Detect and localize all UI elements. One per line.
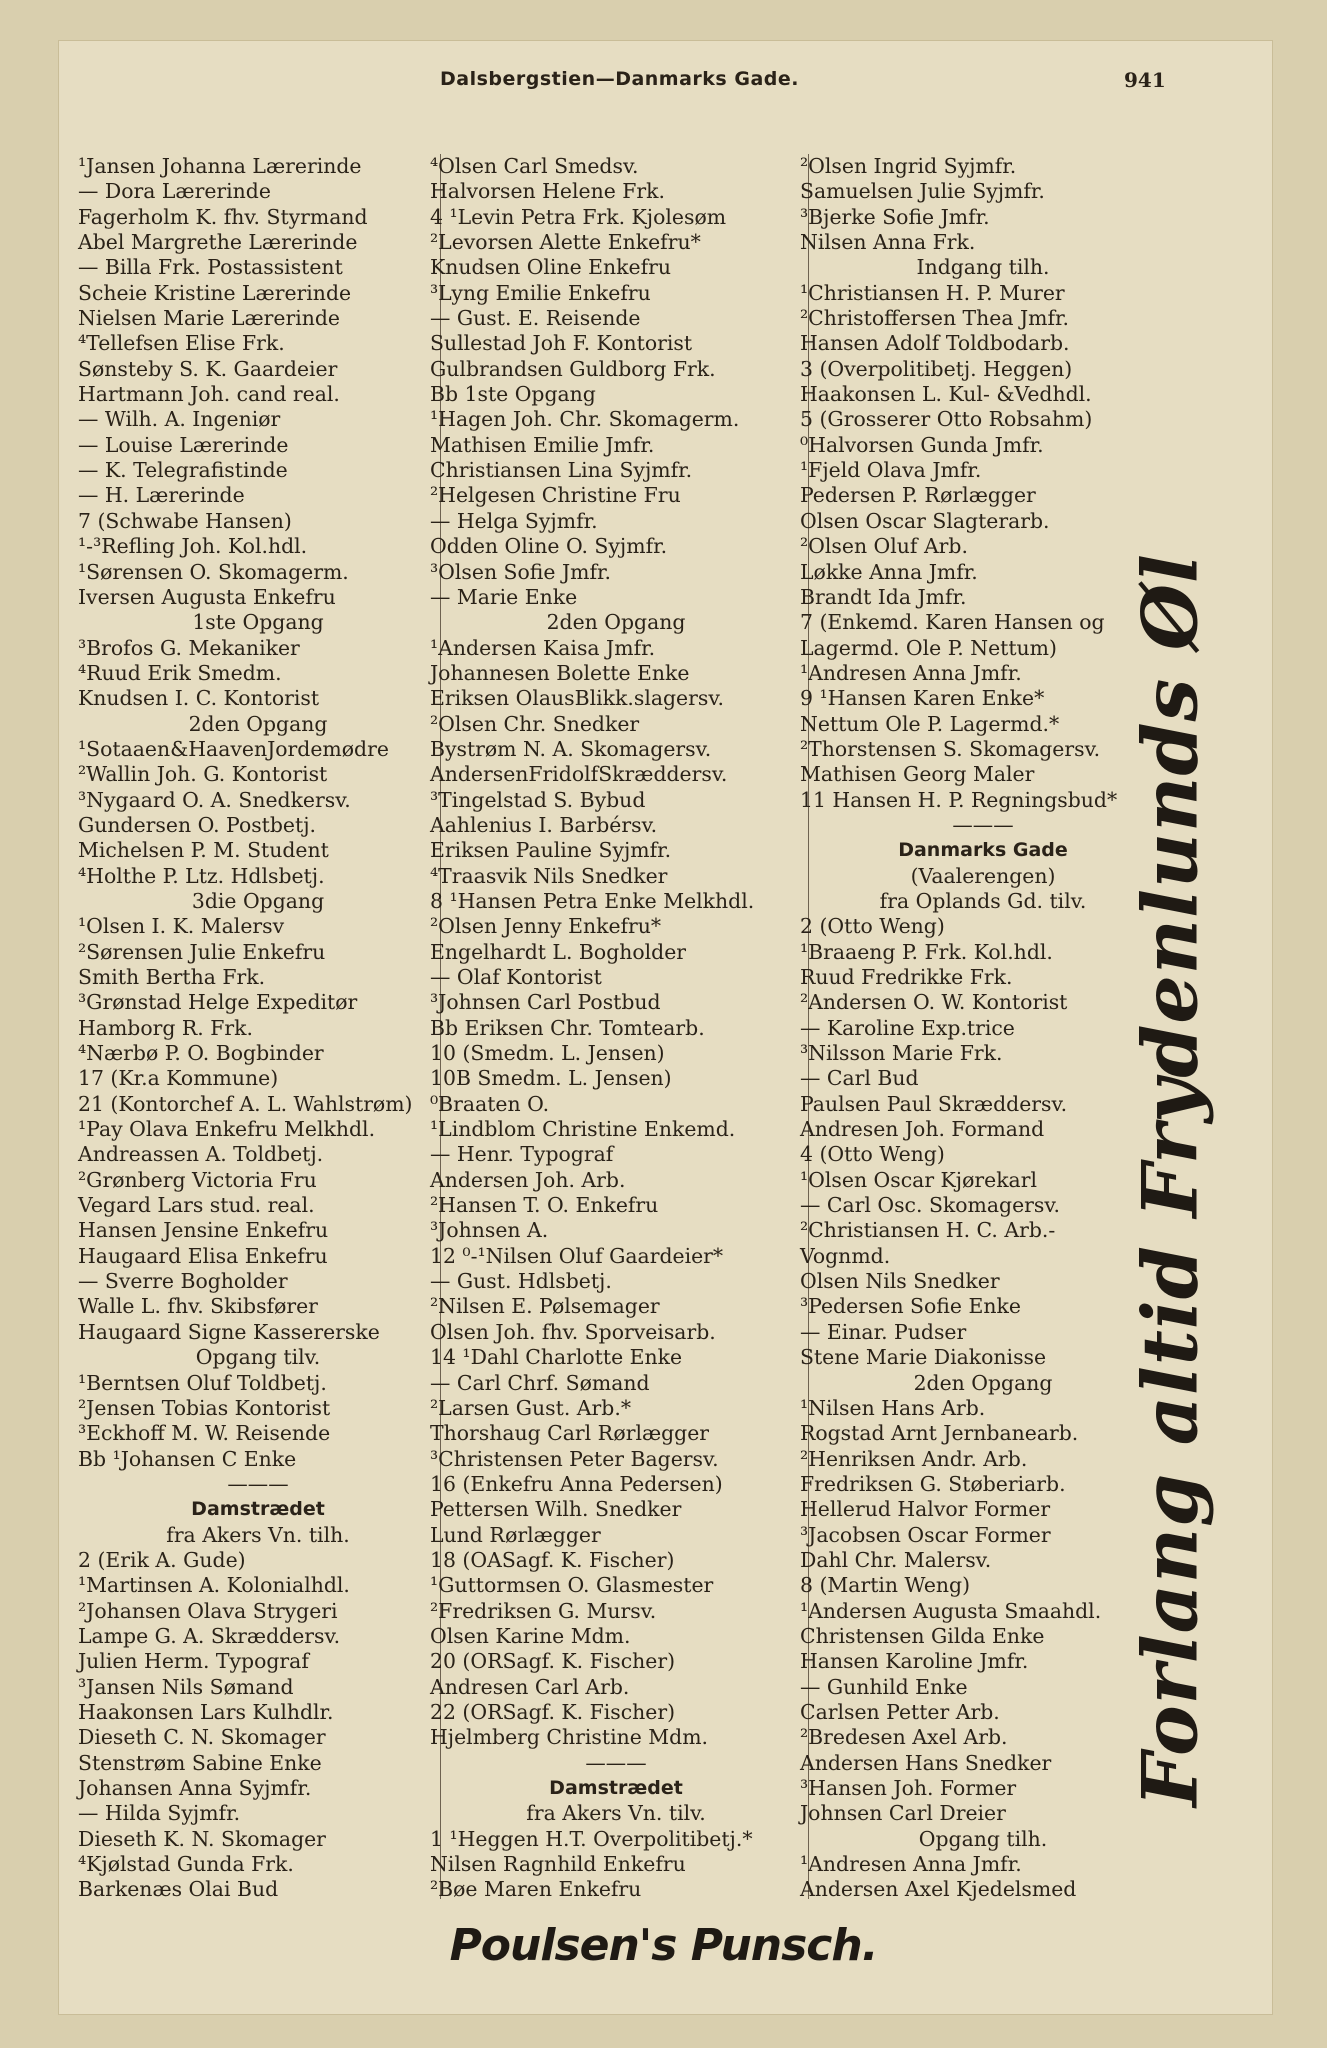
directory-entry: Opgang tilv. (195, 1345, 321, 1370)
directory-entry: Haugaard Signe Kassererske (78, 1319, 380, 1344)
directory-entry: Bb Eriksen Chr. Tomtearb. (430, 1015, 705, 1040)
directory-entry: — Gust. Hdlsbetj. (430, 1269, 612, 1294)
directory-entry: fra Oplands Gd. tilv. (879, 888, 1087, 913)
directory-entry: ²Larsen Gust. Arb.* (430, 1395, 632, 1420)
directory-entry: ²Wallin Joh. G. Kontorist (78, 762, 328, 787)
directory-entry: Eriksen OlausBlikk.slagersv. (430, 686, 724, 711)
street-heading: Damstrædet (191, 1498, 325, 1521)
directory-entry: 5 (Grosserer Otto Robsahm) (800, 407, 1093, 432)
directory-entry: — Carl Chrf. Sømand (430, 1370, 650, 1395)
directory-entry: Olsen Oscar Slagterarb. (800, 508, 1050, 533)
directory-entry: 2 (Erik A. Gude) (78, 1547, 246, 1572)
directory-entry: — Olaf Kontorist (430, 965, 602, 989)
directory-column-2 (430, 154, 802, 1903)
directory-entry: Lampe G. A. Skræddersv. (78, 1623, 341, 1648)
street-heading: Danmarks Gade (898, 839, 1068, 862)
directory-entry: Løkke Anna Jmfr. (800, 559, 978, 584)
directory-column-1 (78, 154, 438, 1903)
directory-entry: Sullestad Joh F. Kontorist (430, 331, 693, 356)
directory-entry: ²Olsen Jenny Enkefru* (430, 914, 662, 939)
directory-entry: ²Hansen T. O. Enkefru (430, 1193, 659, 1218)
directory-entry: Johansen Anna Syjmfr. (78, 1776, 312, 1800)
directory-entry: 8 ¹Hansen Petra Enke Melkhdl. (430, 888, 755, 913)
directory-entry: 14 ¹Dahl Charlotte Enke (430, 1345, 683, 1370)
directory-entry: Stene Marie Diakonisse (800, 1345, 1047, 1370)
directory-entry: Lund Rørlægger (430, 1522, 601, 1547)
directory-entry: 10B Smedm. L. Jensen) (430, 1066, 672, 1091)
directory-entry: — H. Lærerinde (78, 483, 245, 508)
directory-entry: ——— (952, 812, 1014, 837)
directory-entry: ²Sørensen Julie Enkefru (78, 939, 326, 964)
directory-entry: 8 (Martin Weng) (800, 1573, 971, 1598)
directory-entry: Olsen Joh. fhv. Sporveisarb. (430, 1319, 716, 1344)
directory-entry: ¹Fjeld Olava Jmfr. (800, 458, 982, 483)
directory-entry: ¹Braaeng P. Frk. Kol.hdl. (800, 939, 1053, 964)
directory-entry: Smith Bertha Frk. (78, 965, 266, 989)
directory-entry: Hansen Adolf Toldbodarb. (800, 331, 1070, 356)
directory-entry: 10 (Smedm. L. Jensen) (430, 1041, 665, 1066)
directory-entry: Walle L. fhv. Skibsfører (78, 1294, 318, 1319)
directory-entry: ³Eckhoff M. W. Reisende (78, 1421, 331, 1446)
directory-entry: Sønsteby S. K. Gaardeier (78, 356, 338, 381)
directory-entry: Thorshaug Carl Rørlægger (430, 1421, 710, 1446)
directory-entry: Dieseth K. N. Skomager (78, 1826, 326, 1851)
directory-entry: — Henr. Typograf (430, 1142, 614, 1167)
directory-entry: — Carl Osc. Skomagersv. (800, 1193, 1060, 1218)
directory-entry: Pettersen Wilh. Snedker (430, 1497, 682, 1522)
running-title: Dalsbergstien—Danmarks Gade. (440, 68, 799, 90)
directory-entry: ²Grønberg Victoria Fru (78, 1167, 317, 1192)
directory-entry: 22 (ORSagf. K. Fischer) (430, 1699, 676, 1724)
directory-entry: 7 (Schwabe Hansen) (78, 508, 292, 533)
directory-entry: Bb ¹Johansen C Enke (78, 1446, 297, 1471)
directory-entry: Gulbrandsen Guldborg Frk. (430, 356, 716, 381)
directory-entry: Olsen Karine Mdm. (430, 1623, 631, 1648)
directory-entry: 4 ¹Levin Petra Frk. Kjolesøm (430, 204, 727, 229)
directory-entry: Haakonsen Lars Kulhdlr. (78, 1699, 334, 1724)
directory-entry: 4 (Otto Weng) (800, 1142, 945, 1167)
directory-entry: ²Christoffersen Thea Jmfr. (800, 306, 1070, 331)
directory-entry: ²Olsen Oluf Arb. (800, 534, 968, 559)
directory-entry: Andreassen A. Toldbetj. (78, 1142, 324, 1167)
directory-entry: — Karoline Exp.trice (800, 1015, 1015, 1040)
directory-entry: Vognmd. (800, 1243, 891, 1268)
directory-entry: ⁴Kjølstad Gunda Frk. (78, 1852, 294, 1877)
directory-entry: Paulsen Paul Skræddersv. (800, 1091, 1068, 1116)
directory-entry: ¹Jansen Johanna Lærerinde (78, 154, 362, 178)
directory-entry: ¹Olsen Oscar Kjørekarl (800, 1167, 1037, 1192)
directory-entry: ⁰Halvorsen Gunda Jmfr. (800, 432, 1044, 457)
directory-entry: ³Johnsen Carl Postbud (430, 990, 661, 1015)
directory-entry: ³Grønstad Helge Expeditør (78, 990, 358, 1015)
directory-entry: Odden Oline O. Syjmfr. (430, 534, 668, 559)
directory-entry: — Louise Lærerinde (78, 432, 289, 457)
advert-vertical (1090, 553, 1250, 1807)
directory-entry: — Marie Enke (430, 584, 578, 609)
directory-entry: Mathisen Emilie Jmfr. (430, 432, 655, 457)
directory-entry: Hamborg R. Frk. (78, 1015, 253, 1040)
directory-entry: Andresen Joh. Formand (800, 1117, 1045, 1142)
directory-entry: Nielsen Marie Lærerinde (78, 306, 340, 331)
directory-entry: Mathisen Georg Maler (800, 762, 1035, 787)
directory-entry: Opgang tilh. (918, 1826, 1048, 1851)
directory-entry: Aahlenius I. Barbérsv. (430, 812, 658, 837)
page-number: 941 (1124, 68, 1166, 92)
directory-entry: Dieseth C. N. Skomager (78, 1725, 326, 1750)
directory-entry: Andresen Carl Arb. (430, 1674, 630, 1699)
directory-entry: ¹Christiansen H. P. Murer (800, 280, 1065, 305)
directory-entry: 2den Opgang (188, 711, 328, 736)
directory-entry: ¹-³Refling Joh. Kol.hdl. (78, 534, 308, 559)
directory-entry: ¹Nilsen Hans Arb. (800, 1395, 986, 1420)
directory-entry: Scheie Kristine Lærerinde (78, 280, 352, 305)
directory-entry: — Sverre Bogholder (78, 1269, 288, 1294)
directory-entry: Hansen Jensine Enkefru (78, 1218, 329, 1243)
directory-entry: ²Bøe Maren Enkefru (430, 1877, 642, 1902)
directory-entry: ²Olsen Chr. Snedker (430, 711, 640, 736)
directory-entry: Stenstrøm Sabine Enke (78, 1750, 322, 1775)
directory-entry: ³Christensen Peter Bagersv. (430, 1446, 719, 1471)
directory-entry: ¹Pay Olava Enkefru Melkhdl. (78, 1117, 376, 1142)
directory-entry: ³Hansen Joh. Former (800, 1776, 1017, 1800)
directory-entry: Michelsen P. M. Student (78, 838, 329, 863)
directory-entry: ¹Andresen Anna Jmfr. (800, 660, 1022, 685)
directory-entry: 2den Opgang (546, 610, 686, 635)
directory-entry: ³Bjerke Sofie Jmfr. (800, 204, 990, 229)
directory-entry: Abel Margrethe Lærerinde (78, 230, 358, 255)
directory-entry: 7 (Enkemd. Karen Hansen og (800, 610, 1105, 635)
directory-entry: Haugaard Elisa Enkefru (78, 1243, 328, 1268)
directory-entry: ⁴Traasvik Nils Snedker (430, 863, 668, 888)
directory-entry: ²Jensen Tobias Kontorist (78, 1395, 331, 1420)
directory-entry: 18 (OASagf. K. Fischer) (430, 1547, 675, 1572)
directory-entry: ¹Sotaaen&HaavenJordemødre (78, 736, 389, 761)
directory-entry: — Dora Lærerinde (78, 179, 271, 204)
directory-entry: 3die Opgang (191, 888, 325, 913)
directory-entry: ²Henriksen Andr. Arb. (800, 1446, 1028, 1471)
directory-entry: Julien Herm. Typograf (78, 1649, 309, 1674)
directory-entry: ⁰Braaten O. (430, 1091, 550, 1116)
directory-entry: ——— (585, 1750, 647, 1775)
directory-entry: ¹Andresen Anna Jmfr. (800, 1852, 1022, 1877)
directory-entry: ²Nilsen E. Pølsemager (430, 1294, 660, 1319)
directory-entry: ²Johansen Olava Strygeri (78, 1598, 338, 1623)
directory-entry: Nettum Ole P. Lagermd.* (800, 711, 1060, 736)
directory-entry: 20 (ORSagf. K. Fischer) (430, 1649, 676, 1674)
directory-entry: fra Akers Vn. tilh. (166, 1522, 350, 1547)
directory-entry: 2den Opgang (913, 1370, 1053, 1395)
directory-entry: ⁴Tellefsen Elise Frk. (78, 331, 285, 356)
directory-entry: Pedersen P. Rørlægger (800, 483, 1036, 508)
directory-entry: Christiansen Lina Syjmfr. (430, 458, 693, 483)
directory-entry: ³Jacobsen Oscar Former (800, 1522, 1051, 1547)
directory-entry: ²Levorsen Alette Enkefru* (430, 230, 701, 255)
directory-entry: Johannesen Bolette Enke (430, 660, 690, 685)
directory-entry: Barkenæs Olai Bud (78, 1877, 279, 1902)
directory-entry: ²Christiansen H. C. Arb.- (800, 1218, 1056, 1243)
directory-entry: ²Olsen Ingrid Syjmfr. (800, 154, 1017, 178)
directory-entry: ⁴Olsen Carl Smedsv. (430, 154, 639, 178)
directory-entry: 1 ¹Heggen H.T. Overpolitibetj.* (430, 1826, 753, 1851)
directory-entry: — Einar. Pudser (800, 1319, 967, 1344)
directory-entry: 16 (Enkefru Anna Pedersen) (430, 1471, 723, 1496)
directory-entry: ³Tingelstad S. Bybud (430, 787, 646, 812)
directory-entry: — Gust. E. Reisende (430, 306, 641, 331)
directory-entry: Olsen Nils Snedker (800, 1269, 1000, 1294)
directory-entry: ⁴Nærbø P. O. Bogbinder (78, 1041, 324, 1066)
directory-entry: 9 ¹Hansen Karen Enke* (800, 686, 1045, 711)
directory-entry: Knudsen I. C. Kontorist (78, 686, 320, 711)
directory-entry: Hansen Karoline Jmfr. (800, 1649, 1029, 1674)
directory-entry: Carlsen Petter Arb. (800, 1699, 1000, 1724)
directory-entry: Iversen Augusta Enkefru (78, 584, 336, 609)
directory-entry: ¹Andersen Augusta Smaahdl. (800, 1598, 1102, 1623)
directory-entry: Haakonsen L. Kul- &Vedhdl. (800, 382, 1092, 407)
directory-entry: ³Johnsen A. (430, 1218, 549, 1243)
directory-entry: Hellerud Halvor Former (800, 1497, 1051, 1522)
directory-entry: ⁴Holthe P. Ltz. Hdlsbetj. (78, 863, 325, 888)
directory-entry: — Gunhild Enke (800, 1674, 968, 1699)
directory-entry: 1ste Opgang (192, 610, 324, 635)
directory-entry: Hartmann Joh. cand real. (78, 382, 340, 407)
directory-entry: Brandt Ida Jmfr. (800, 584, 967, 609)
directory-entry: — Billa Frk. Postassistent (78, 255, 343, 280)
directory-entry: ——— (227, 1471, 289, 1496)
directory-entry: ²Fredriksen G. Mursv. (430, 1598, 657, 1623)
directory-entry: Christensen Gilda Enke (800, 1623, 1045, 1648)
directory-entry: ¹Berntsen Oluf Toldbetj. (78, 1370, 327, 1395)
directory-entry: Indgang tilh. (916, 255, 1050, 280)
directory-entry: AndersenFridolfSkræddersv. (430, 762, 728, 787)
directory-entry: 3 (Overpolitibetj. Heggen) (800, 356, 1073, 381)
directory-entry: Halvorsen Helene Frk. (430, 179, 666, 204)
directory-entry: — Helga Syjmfr. (430, 508, 598, 533)
directory-entry: ¹Olsen I. K. Malersv (78, 914, 285, 939)
directory-entry: ³Nygaard O. A. Snedkersv. (78, 787, 351, 812)
directory-entry: fra Akers Vn. tilv. (526, 1801, 706, 1826)
directory-entry: Fagerholm K. fhv. Styrmand (78, 204, 368, 229)
advert-vertical-text: Forlang altid Frydenlunds Øl (1125, 553, 1215, 1807)
directory-entry: ⁴Ruud Erik Smedm. (78, 660, 282, 685)
directory-entry: Hjelmberg Christine Mdm. (430, 1725, 709, 1750)
directory-entry: 21 (Kontorchef A. L. Wahlstrøm) (78, 1091, 413, 1116)
directory-entry: Andersen Joh. Arb. (430, 1167, 626, 1192)
directory-entry: Knudsen Oline Enkefru (430, 255, 672, 280)
directory-entry: 12 ⁰-¹Nilsen Oluf Gaardeier* (430, 1243, 724, 1268)
directory-entry: Gundersen O. Postbetj. (78, 812, 316, 837)
directory-entry: Samuelsen Julie Syjmfr. (800, 179, 1045, 204)
directory-entry: Bb 1ste Opgang (430, 382, 596, 407)
directory-entry: — Carl Bud (800, 1066, 919, 1091)
directory-entry: Fredriksen G. Støberiarb. (800, 1471, 1066, 1496)
directory-entry: Eriksen Pauline Syjmfr. (430, 838, 672, 863)
directory-entry: — Wilh. A. Ingeniør (78, 407, 281, 432)
directory-entry: ¹Lindblom Christine Enkemd. (430, 1117, 736, 1142)
directory-entry: (Vaalerengen) (910, 863, 1056, 888)
directory-entry: Lagermd. Ole P. Nettum) (800, 635, 1057, 660)
directory-entry: Andersen Axel Kjedelsmed (800, 1877, 1077, 1902)
directory-entry: ³Brofos G. Mekaniker (78, 635, 300, 660)
page-header (0, 68, 1327, 108)
directory-entry: ³Jansen Nils Sømand (78, 1674, 294, 1699)
directory-entry: ¹Andersen Kaisa Jmfr. (430, 635, 656, 660)
directory-entry: ¹Sørensen O. Skomagerm. (78, 559, 349, 584)
directory-entry: Engelhardt L. Bogholder (430, 939, 687, 964)
directory-entry: ²Helgesen Christine Fru (430, 483, 681, 508)
directory-entry: ³Lyng Emilie Enkefru (430, 280, 651, 305)
directory-entry: ³Nilsson Marie Frk. (800, 1041, 1003, 1066)
directory-entry: ¹Hagen Joh. Chr. Skomagerm. (430, 407, 740, 432)
directory-entry: 17 (Kr.a Kommune) (78, 1066, 279, 1091)
advert-bottom: Poulsen's Punsch. (449, 1920, 878, 1971)
directory-entry: Nilsen Anna Frk. (800, 230, 976, 255)
directory-entry: ¹Guttormsen O. Glasmester (430, 1573, 714, 1598)
directory-entry: ²Thorstensen S. Skomagersv. (800, 736, 1101, 761)
directory-entry: ²Bredesen Axel Arb. (800, 1725, 1008, 1750)
directory-entry: Bystrøm N. A. Skomagersv. (430, 736, 712, 761)
street-heading: Damstrædet (549, 1777, 683, 1799)
directory-entry: Nilsen Ragnhild Enkefru (430, 1852, 686, 1877)
directory-entry: ¹Martinsen A. Kolonialhdl. (78, 1573, 350, 1598)
directory-entry: Ruud Fredrikke Frk. (800, 965, 1013, 989)
directory-entry: 2 (Otto Weng) (800, 914, 945, 939)
directory-entry: Andersen Hans Snedker (800, 1750, 1052, 1775)
directory-entry: Johnsen Carl Dreier (800, 1801, 1006, 1826)
directory-entry: ³Olsen Sofie Jmfr. (430, 559, 611, 584)
directory-entry: — K. Telegrafistinde (78, 458, 288, 483)
directory-entry: Rogstad Arnt Jernbanearb. (800, 1421, 1079, 1446)
directory-entry: 11 Hansen H. P. Regningsbud* (800, 787, 1118, 812)
directory-entry: ²Andersen O. W. Kontorist (800, 990, 1068, 1015)
directory-entry: Dahl Chr. Malersv. (800, 1547, 992, 1572)
directory-entry: ³Pedersen Sofie Enke (800, 1294, 1021, 1319)
directory-entry: Vegard Lars stud. real. (78, 1193, 315, 1218)
directory-entry: — Hilda Syjmfr. (78, 1801, 241, 1826)
